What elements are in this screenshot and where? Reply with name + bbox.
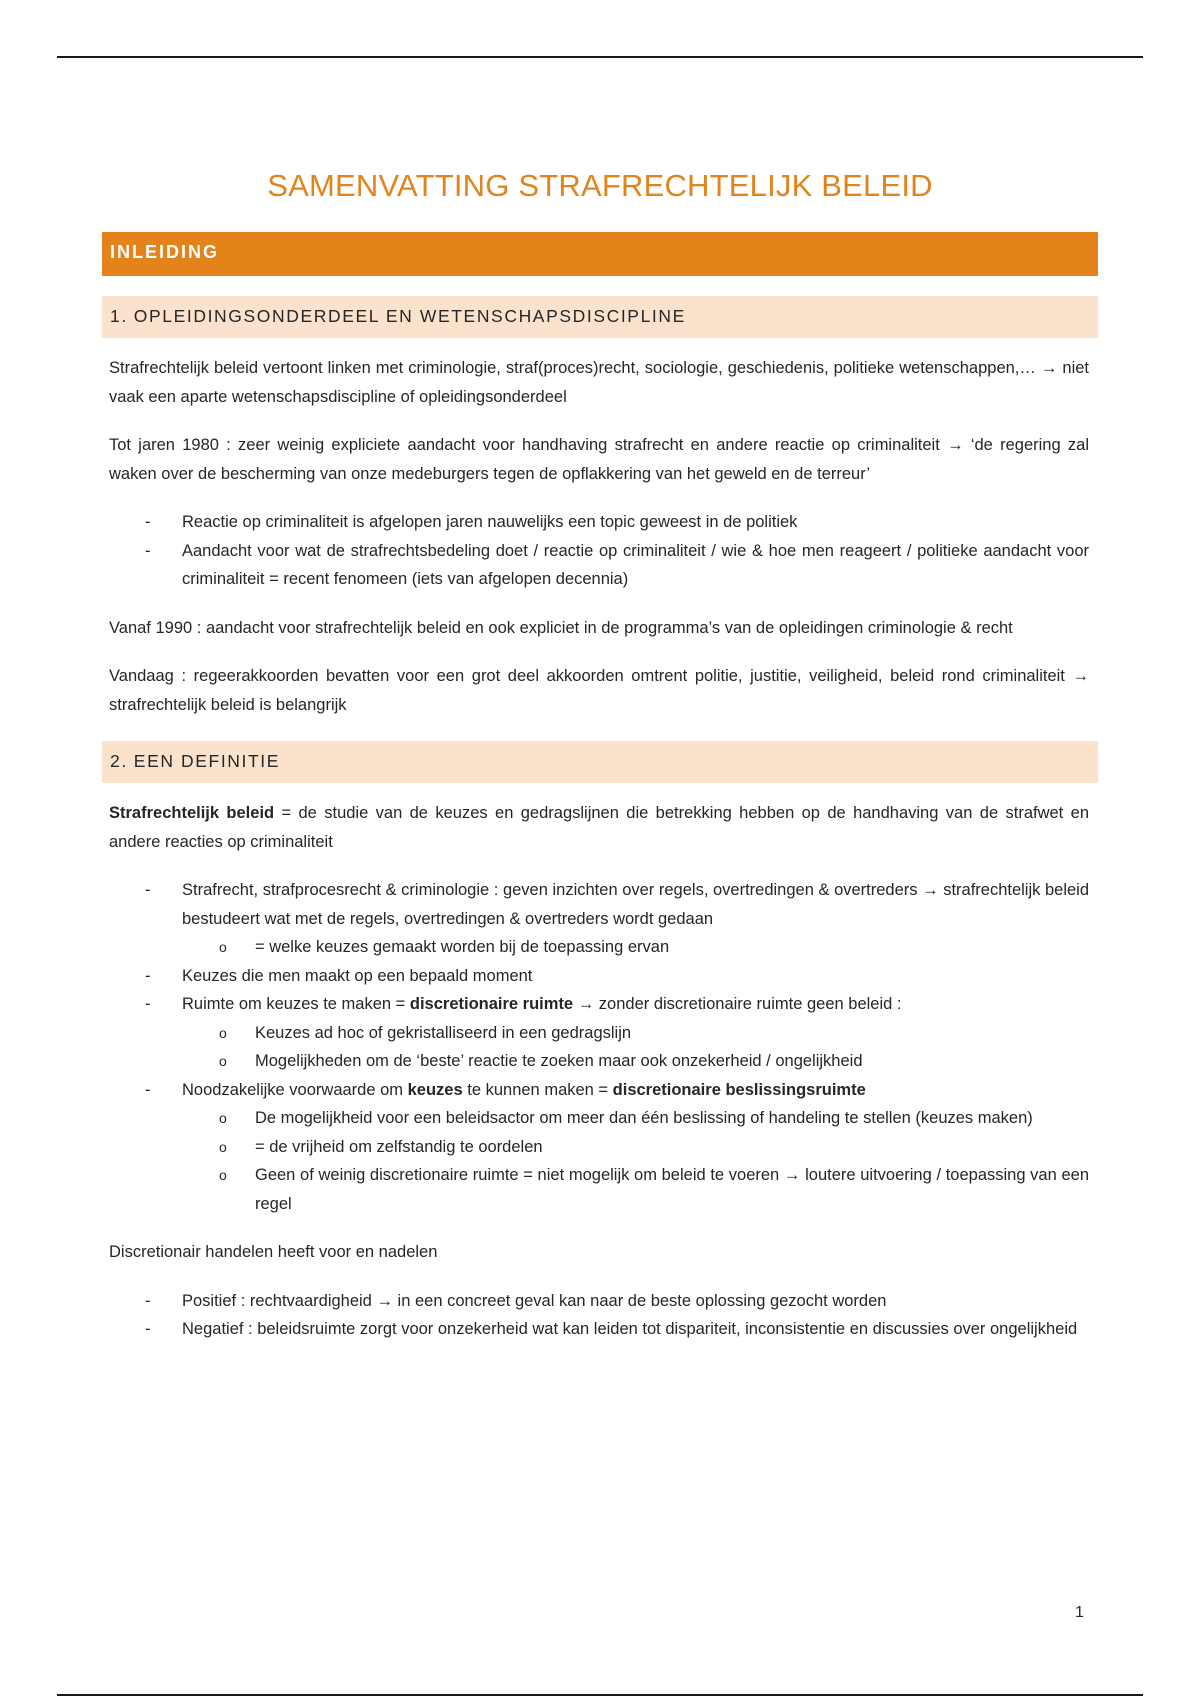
sub-list-item-text: De mogelijkheid voor een beleidsactor om meer dan één beslissing of handeling te stellen (keuzes maken) (255, 1109, 1033, 1127)
text-fragment: = de studie van de keuzes en gedragslijnen die betrekking hebben op de handhaving van de strafwet en andere reacties op criminaliteit (109, 804, 1089, 851)
sub-list (182, 933, 1089, 962)
list-item (102, 508, 1098, 537)
sub-list-item-text: Mogelijkheden om de ‘beste’ reactie te zoeken maar ook onzekerheid / ongelijkheid (255, 1052, 863, 1070)
text-fragment: te kunnen maken = (462, 1080, 613, 1099)
dash-bullet-icon: - (145, 541, 151, 560)
heading-inleiding-label: INLEIDING (110, 242, 220, 262)
paragraph-linken (102, 354, 1098, 411)
paragraph-1980 (102, 431, 1098, 488)
list-item (102, 962, 1098, 991)
definition-term: Strafrechtelijk beleid (109, 804, 275, 822)
list-item (102, 1315, 1098, 1344)
page-number: 1 (1075, 1604, 1084, 1621)
text-fragment: Vandaag : regeerakkoorden bevatten voor een grot deel akkoorden omtrent politie, justitie, veiligheid, beleid rond criminaliteit (109, 667, 1073, 685)
bullet-list-definitie (102, 876, 1098, 1218)
text-fragment: Strafrechtelijk beleid vertoont linken met criminologie, straf(proces)recht, sociologie, geschiedenis, politieke wetenschappen,… (109, 359, 1041, 377)
document-title: SAMENVATTING STRAFRECHTELIJK BELEID (267, 168, 933, 203)
text-fragment: Tot jaren 1980 : zeer weinig expliciete aandacht voor handhaving strafrecht en andere reactie op criminaliteit (109, 436, 948, 454)
circle-bullet-icon: o (219, 1053, 227, 1069)
text-fragment: Discretionair handelen heeft voor en nadelen (109, 1243, 438, 1261)
text-fragment: Vanaf 1990 : aandacht voor strafrechtelijk beleid en ook expliciet in de programma’s van de opleidingen criminologie & recht (109, 618, 1013, 637)
text-fragment: Positief : rechtvaardigheid (182, 1291, 377, 1310)
section-1-heading: OPLEIDINGSONDERDEEL EN WETENSCHAPSDISCIPLINE (133, 306, 686, 326)
section-2-heading: EEN DEFINITIE (133, 751, 281, 771)
section-2-number: 2. (110, 751, 128, 771)
dash-bullet-icon: - (145, 1291, 151, 1310)
dash-bullet-icon: - (145, 995, 151, 1013)
list-item-text: Reactie op criminaliteit is afgelopen jaren nauwelijks een topic geweest in de politiek (182, 513, 798, 531)
text-fragment: Geen of weinig discretionaire ruimte = niet mogelijk om beleid te voeren (255, 1166, 784, 1184)
section-1-number: 1. (110, 306, 128, 326)
arrow-icon: → (783, 1166, 801, 1184)
sub-list-item (182, 1019, 1089, 1048)
sub-list-item-text: = welke keuzes gemaakt worden bij de toepassing ervan (255, 938, 670, 956)
text-fragment: strafrechtelijk beleid is belangrijk (109, 695, 347, 714)
sub-list (182, 1104, 1089, 1218)
paragraph-discretionair (102, 1238, 1098, 1267)
paragraph-vandaag (102, 662, 1098, 719)
text-fragment: Strafrecht, strafprocesrecht & criminologie : geven inzichten over regels, overtredingen & overtreders (182, 881, 923, 899)
dash-bullet-icon: - (145, 1080, 151, 1099)
arrow-icon: → (1072, 667, 1089, 685)
sub-list-item (182, 1047, 1089, 1076)
circle-bullet-icon: o (219, 939, 227, 955)
paragraph-definitie (102, 799, 1098, 856)
sub-list-item (182, 1133, 1089, 1162)
dash-bullet-icon: - (145, 513, 151, 531)
arrow-icon: → (947, 436, 964, 454)
bold-term: discretionaire ruimte (409, 995, 574, 1013)
arrow-icon: → (376, 1291, 393, 1310)
bold-term: keuzes (407, 1080, 463, 1099)
list-item-text: Aandacht voor wat de strafrechtsbedeling doet / reactie op criminaliteit / wie & hoe men reageert / politieke aandacht voor criminaliteit = recent fenomeen (iets van afgelopen decennia) (182, 541, 1089, 588)
text-fragment: Noodzakelijke voorwaarde om (182, 1080, 408, 1099)
circle-bullet-icon: o (219, 1167, 227, 1183)
text-fragment: loutere uitvoering / toepassing van een regel (255, 1166, 1089, 1213)
list-item (102, 876, 1098, 962)
bold-term: discretionaire beslissingsruimte (612, 1080, 866, 1099)
arrow-icon: → (1040, 359, 1058, 377)
heading-section-2 (102, 741, 1098, 783)
text-fragment: strafrechtelijk beleid bestudeert wat met de regels, overtredingen & overtreders wordt gedaan (182, 881, 1090, 928)
sub-list-item (182, 1161, 1089, 1218)
sub-list-item-text: Keuzes ad hoc of gekristalliseerd in een gedragslijn (255, 1023, 632, 1042)
footer-rule (57, 1694, 1143, 1696)
text-fragment: zonder discretionaire ruimte geen beleid : (594, 995, 902, 1013)
header-rule (57, 56, 1143, 58)
dash-bullet-icon: - (145, 1320, 151, 1338)
circle-bullet-icon: o (219, 1138, 227, 1155)
sub-list-item (182, 1104, 1089, 1133)
text-fragment: in een concreet geval kan naar de beste oplossing gezocht worden (392, 1291, 887, 1310)
circle-bullet-icon: o (219, 1024, 227, 1041)
text-fragment: Ruimte om keuzes te maken = (182, 995, 410, 1013)
heading-inleiding (102, 232, 1098, 276)
list-item (102, 1287, 1098, 1316)
list-item-text: Keuzes die men maakt op een bepaald moment (182, 966, 533, 985)
sub-list-item (182, 933, 1089, 962)
text-fragment: niet vaak een aparte wetenschapsdiscipline of opleidingsonderdeel (109, 359, 1090, 406)
list-item (102, 1076, 1098, 1219)
circle-bullet-icon: o (219, 1110, 227, 1126)
paragraph-1990 (102, 614, 1098, 643)
heading-section-1 (102, 296, 1098, 338)
list-item (102, 537, 1098, 594)
dash-bullet-icon: - (145, 966, 151, 985)
sub-list (182, 1019, 1089, 1076)
list-item (102, 990, 1098, 1076)
arrow-icon: → (922, 881, 939, 899)
sub-list-item-text: = de vrijheid om zelfstandig te oordelen (255, 1137, 543, 1156)
page-content (102, 168, 1098, 1364)
list-item-text: Negatief : beleidsruimte zorgt voor onzekerheid wat kan leiden tot dispariteit, inconsistentie en discussies over ongelijkheid (182, 1320, 1078, 1338)
bullet-list-reactie (102, 508, 1098, 594)
dash-bullet-icon: - (145, 881, 151, 899)
text-fragment: ‘de regering zal waken over de bescherming van onze medeburgers tegen de opflakkering van het geweld en de terreur’ (109, 436, 1089, 483)
bullet-list-voor-nadelen (102, 1287, 1098, 1344)
arrow-icon: → (577, 995, 595, 1013)
